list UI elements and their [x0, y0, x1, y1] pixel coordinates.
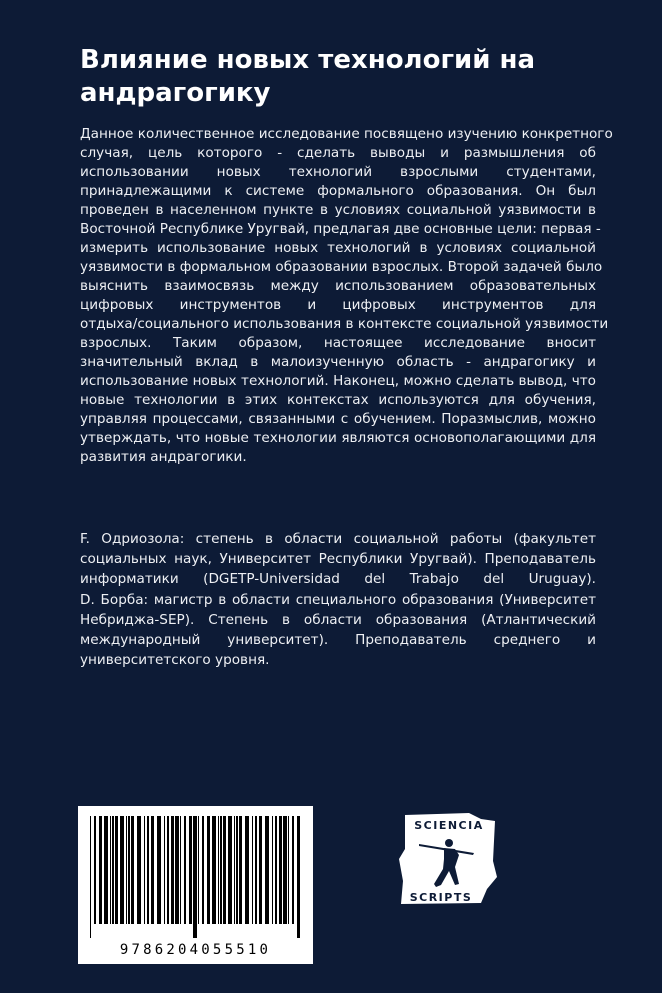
barcode-bar [265, 816, 269, 924]
barcode-bars [86, 816, 304, 938]
barcode-bar [236, 816, 238, 924]
abstract-line: использовании новых технологий взрослыми студентами, [80, 164, 596, 180]
barcode-bar [234, 816, 235, 924]
barcode-bar [228, 816, 232, 924]
authors-line: университетского уровня. [80, 652, 270, 669]
barcode-bar [259, 816, 262, 924]
abstract-line: цифровых инструментов и цифровых инструментов для [80, 297, 596, 313]
barcode-bar [112, 816, 114, 924]
barcode-bar [292, 816, 294, 924]
barcode-bar [239, 816, 242, 924]
abstract-line: утверждать, что новые технологии являются основополагающими для [80, 430, 596, 446]
barcode-bar [193, 816, 197, 938]
authors-line: международный университет). Преподаватель среднего и [80, 631, 596, 648]
abstract-line: измерить использование новых технологий в условиях социальной [80, 240, 596, 256]
barcode-bar [104, 816, 108, 924]
abstract [80, 125, 613, 467]
authors-line: Небриджа-SEP). Степень в области образования (Атлантический [80, 611, 596, 628]
abstract-line: управляя процессами, связанными с обучением. Поразмыслив, можно [80, 411, 596, 427]
abstract-line: Восточной Республике Уругвай, предлагая две основные цели: первая - [80, 221, 601, 237]
barcode-bar [272, 816, 273, 924]
barcode-bar [167, 816, 169, 924]
author-bios [80, 529, 596, 670]
barcode-bar [131, 816, 134, 924]
authors-line: D. Борба: магистр в области специального образования (Университет [80, 591, 596, 608]
barcode-bar [279, 816, 282, 924]
barcode-bar [198, 816, 199, 924]
abstract-line: использование новых технологий. Наконец, можно сделать вывод, что [80, 373, 596, 389]
isbn-number: 9786204055510 [119, 942, 272, 958]
barcode-bar [218, 816, 219, 924]
barcode-bar [207, 816, 210, 924]
barcode-bar [184, 816, 186, 924]
barcode-bar [115, 816, 118, 924]
barcode-bar [110, 816, 111, 924]
abstract-line: развития андрагогики. [80, 449, 247, 465]
abstract-line: уязвимости в формальном образовании взрослых. Второй задачей было [80, 259, 603, 275]
title-line: андрагогику [80, 78, 271, 108]
abstract-line: принадлежащими к системе формального образования. Он был [80, 183, 596, 199]
barcode-bar [151, 816, 154, 924]
barcode-bar [189, 816, 192, 924]
barcode-bar [120, 816, 124, 924]
barcode-bar [223, 816, 226, 924]
barcode-bar [147, 816, 149, 924]
barcode-bar [144, 816, 145, 924]
abstract-line: Данное количественное исследование посвящено изучению конкретного [80, 126, 613, 142]
barcode-bar [252, 816, 253, 924]
barcode-bar [171, 816, 174, 924]
authors-line: F. Одриозола: степень в области социальной работы (факультет [80, 531, 596, 547]
title-line: Влияние новых технологий на [80, 45, 536, 75]
abstract-line: новые технологии в этих контекстах используются для обучения, [80, 392, 596, 408]
logo-text-bottom: SCRIPTS [409, 891, 473, 904]
abstract-line: случая, цель которого - сделать выводы и размышления об [80, 145, 596, 161]
abstract-line: отдыха/социального использования в контексте социальной уязвимости [80, 316, 609, 332]
barcode-bar [180, 816, 181, 924]
barcode-bar [90, 816, 91, 938]
barcode-bar [157, 816, 161, 924]
barcode-bar [175, 816, 179, 924]
barcode-bar [283, 816, 287, 924]
barcode-bar [128, 816, 130, 924]
barcode-bar [255, 816, 257, 924]
sciencia-scripts-logo [399, 809, 497, 906]
barcode-bar [220, 816, 222, 924]
authors-line: социальных наук, Университет Республики Уругвай). Преподаватель [80, 551, 596, 568]
barcode-bar [212, 816, 216, 924]
barcode-bar [288, 816, 289, 924]
barcode-bar [137, 816, 141, 924]
barcode-bar [275, 816, 277, 924]
barcode-bar [164, 816, 165, 924]
abstract-line: взрослых. Таким образом, настоящее исследование вносит [80, 335, 596, 351]
barcode-bar [297, 816, 300, 938]
isbn-barcode [78, 806, 313, 964]
logo-text-top: SCIENCIA [414, 819, 484, 832]
barcode-bar [202, 816, 204, 924]
barcode-bar [99, 816, 102, 924]
book-title [80, 44, 600, 110]
authors-line: информатики (DGETP-Universidad del Trabajo del Uruguay). [80, 571, 596, 588]
abstract-line: проведен в населенном пункте в условиях социальной уязвимости в [80, 202, 596, 218]
barcode-bar [126, 816, 127, 924]
abstract-line: значительный вклад в малоизученную область - андрагогику и [80, 354, 596, 370]
abstract-line: выяснить взаимосвязь между использованием образовательных [80, 278, 596, 294]
barcode-bar [245, 816, 249, 924]
barcode-bar [94, 816, 96, 924]
